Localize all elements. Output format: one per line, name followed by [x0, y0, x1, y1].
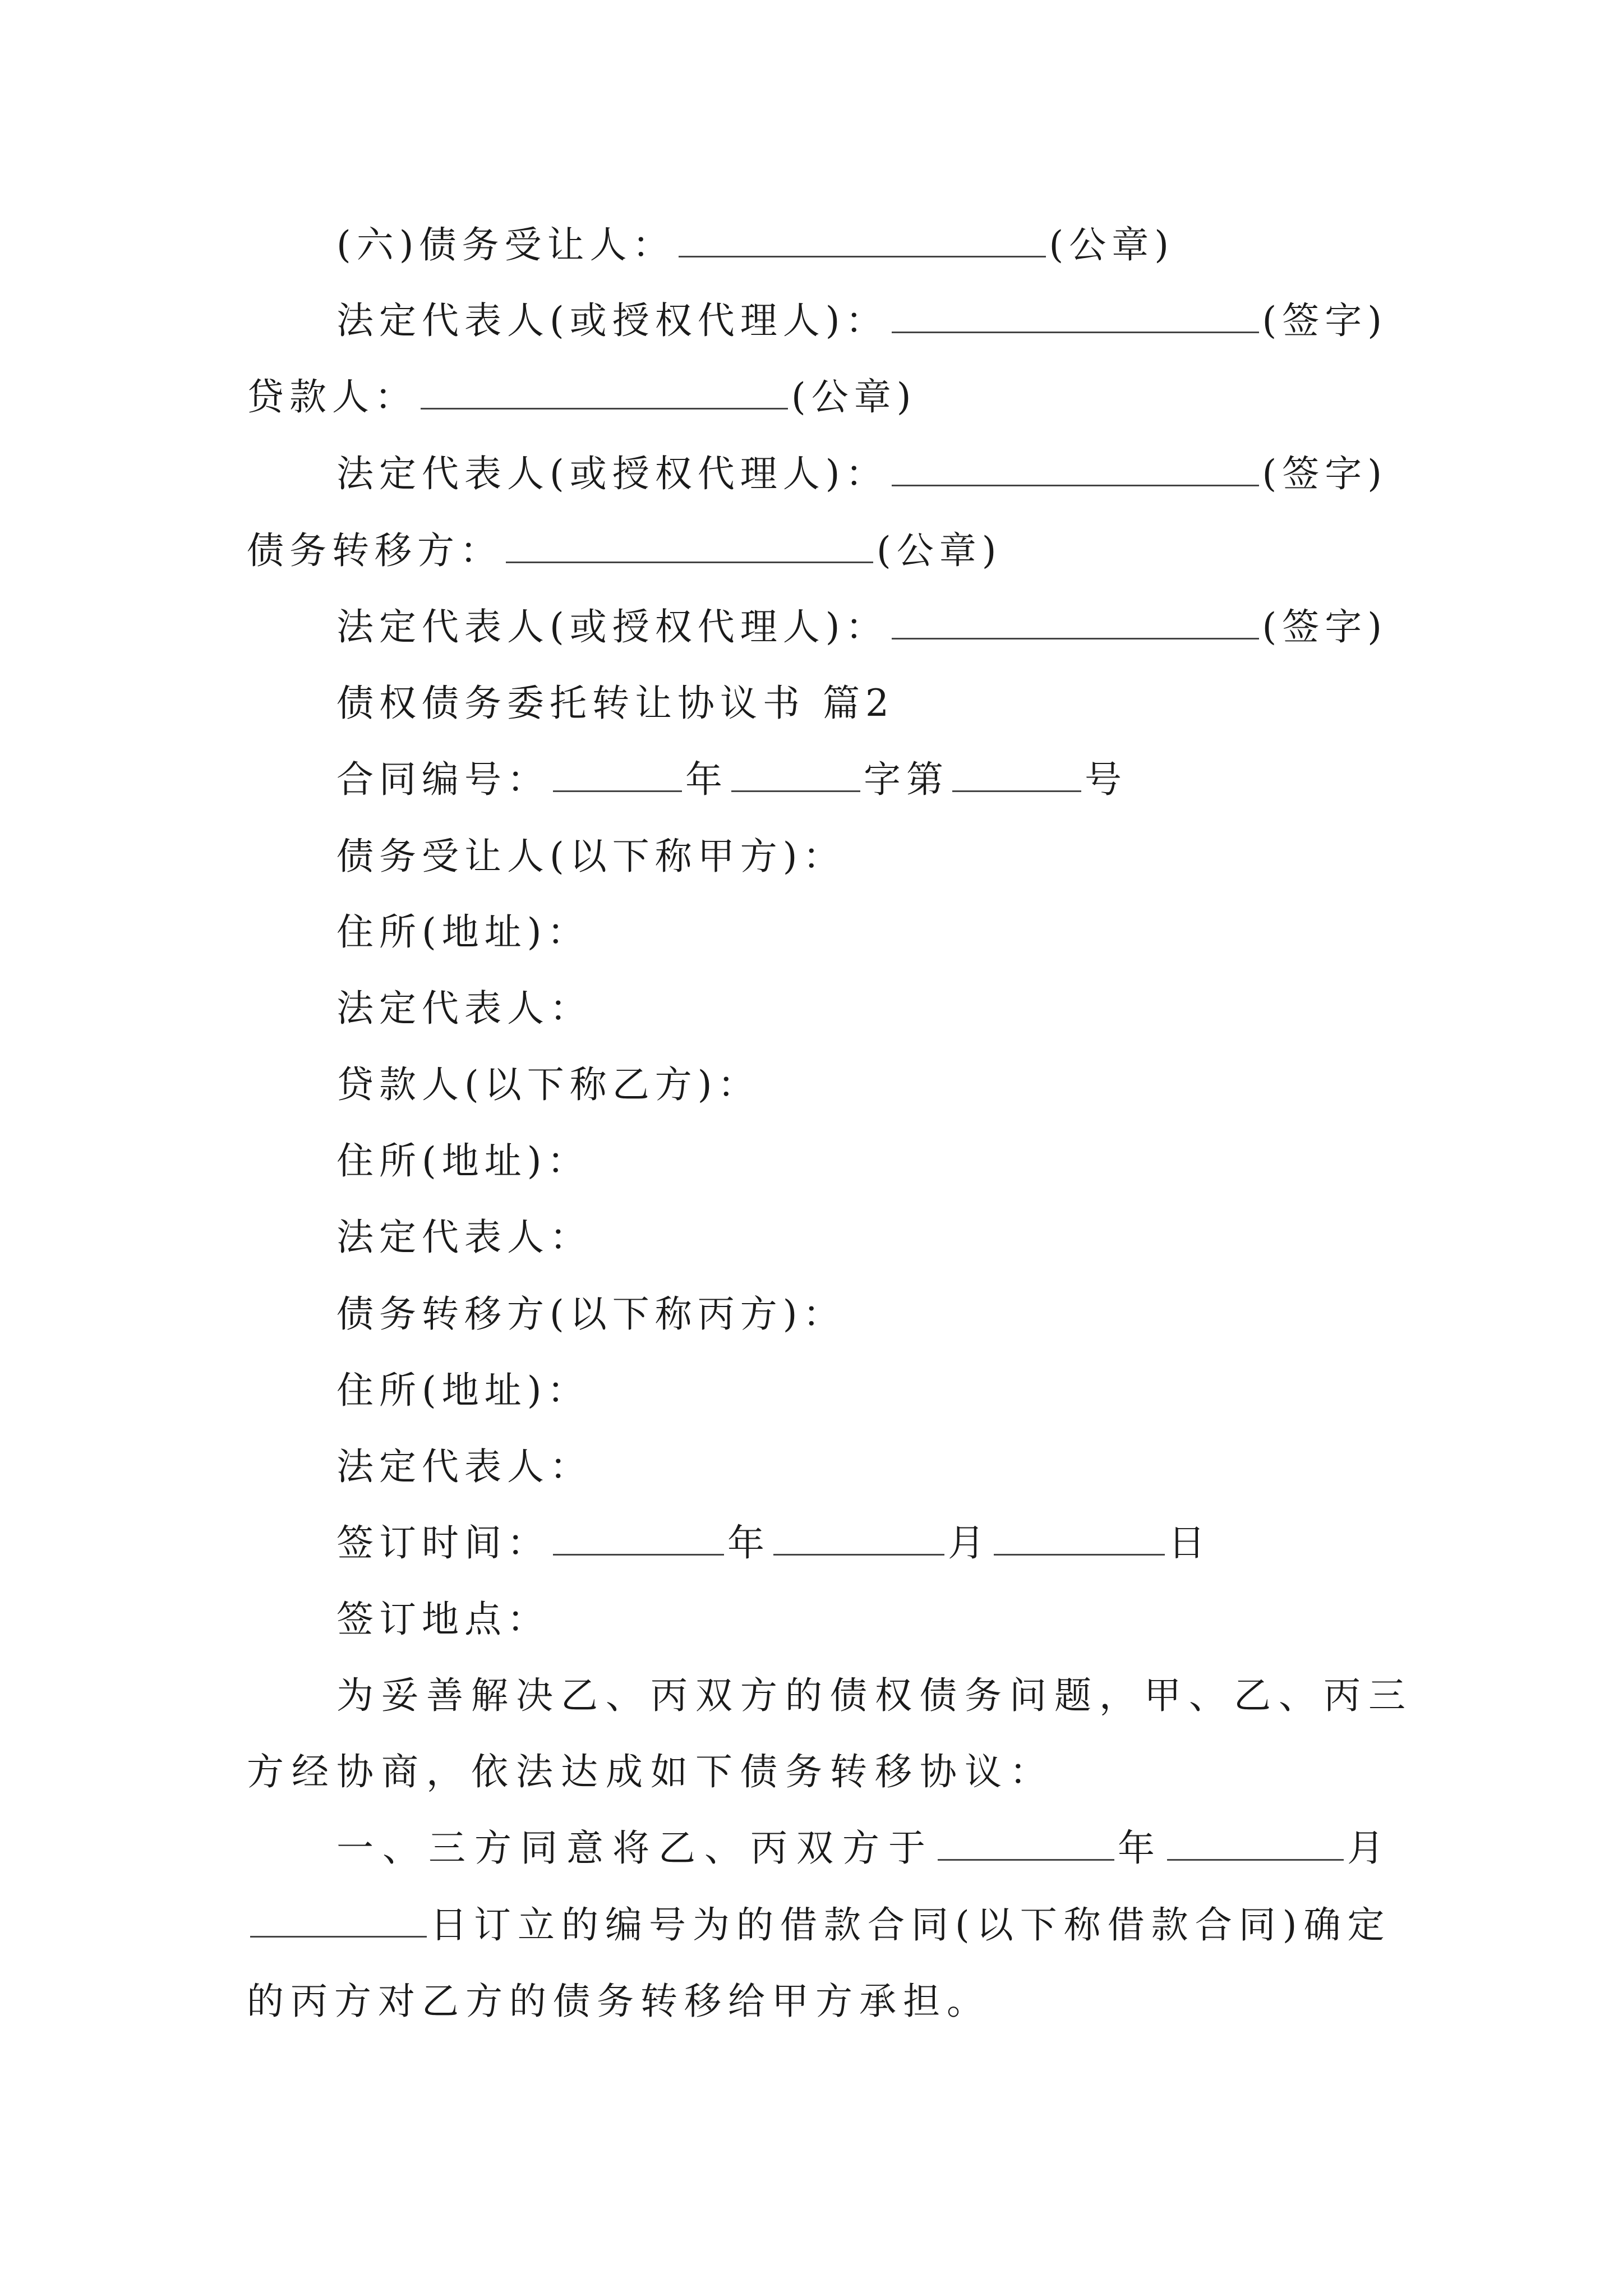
- signing-day-blank: [994, 1521, 1165, 1556]
- day-label: 日: [1168, 1521, 1211, 1565]
- representative-label: 法定代表人(或授权代理人)：: [336, 452, 888, 495]
- paragraph-intro-line-1: 为妥善解决乙、丙双方的债权债务问题，甲、乙、丙三: [336, 1674, 1413, 1717]
- lender-representative-line: [336, 452, 1387, 496]
- clause-year-blank: [938, 1826, 1114, 1861]
- transferor-seal-line: [247, 528, 1002, 573]
- clause-day-blank: [250, 1903, 427, 1938]
- seal-label: (公章): [877, 529, 1002, 572]
- contract-no-blank: [952, 758, 1081, 792]
- lender-label: 贷款人：: [247, 375, 417, 418]
- clause-month-blank: [1167, 1826, 1344, 1861]
- signing-place-line: 签订地点：: [336, 1598, 550, 1641]
- transferor-label: 债务转移方：: [247, 529, 502, 572]
- assignee-blank: [679, 223, 1046, 257]
- representative-blank: [892, 299, 1259, 333]
- transferor-blank: [506, 529, 873, 563]
- year-label: 年: [685, 758, 728, 801]
- seal-label: (公章): [1049, 223, 1174, 266]
- representative-label: 法定代表人(或授权代理人)：: [336, 605, 888, 648]
- word-no-label: 字第: [864, 758, 949, 801]
- signing-date-label: 签订时间：: [336, 1521, 550, 1565]
- lender-seal-line: [247, 375, 917, 420]
- section-heading: 债权债务委托转让协议书 篇2: [336, 682, 895, 725]
- party-c-line: 债务转移方(以下称丙方)：: [336, 1292, 846, 1336]
- signature-label: (签字): [1262, 299, 1387, 342]
- contract-number-line: [336, 757, 1127, 802]
- number-label: 号: [1085, 758, 1127, 801]
- transferor-representative-line: [336, 605, 1387, 650]
- signature-label: (签字): [1262, 452, 1387, 495]
- assignee-label: (六)债务受让人：: [336, 223, 675, 266]
- party-b-line: 贷款人(以下称乙方)：: [336, 1063, 760, 1106]
- representative-blank: [892, 605, 1259, 639]
- signing-month-blank: [773, 1521, 944, 1556]
- party-a-line: 债务受让人(以下称甲方)：: [336, 835, 846, 878]
- lender-blank: [421, 375, 788, 409]
- year-label: 年: [727, 1521, 770, 1565]
- party-a-representative: 法定代表人：: [336, 987, 592, 1030]
- assignee-seal-line: [336, 223, 1174, 268]
- clause-one-line-1: [336, 1826, 1393, 1871]
- representative-label: 法定代表人(或授权代理人)：: [336, 299, 888, 342]
- party-a-address: 住所(地址)：: [336, 910, 590, 954]
- paragraph-intro-line-2: 方经协商，依法达成如下债务转移协议：: [247, 1750, 1054, 1793]
- clause-one-text: 一、三方同意将乙、丙双方于: [336, 1826, 934, 1870]
- representative-blank: [892, 452, 1259, 486]
- signature-label: (签字): [1262, 605, 1387, 648]
- clause-one-line-3: 的丙方对乙方的债务转移给甲方承担。: [247, 1980, 990, 2023]
- signing-year-blank: [553, 1521, 724, 1556]
- clause-one-text-2: 日订立的编号为的借款合同(以下称借款合同)确定: [430, 1903, 1391, 1947]
- party-c-representative: 法定代表人：: [336, 1445, 592, 1488]
- contract-number-label: 合同编号：: [336, 758, 550, 801]
- signing-date-line: [336, 1521, 1211, 1566]
- contract-year-blank: [553, 758, 682, 792]
- clause-one-line-2: [247, 1903, 1391, 1948]
- party-b-representative: 法定代表人：: [336, 1216, 592, 1259]
- month-label: 月: [948, 1521, 990, 1565]
- seal-label: (公章): [791, 375, 917, 418]
- assignee-representative-line: [336, 298, 1387, 343]
- contract-word-blank: [731, 758, 860, 792]
- year-label: 年: [1118, 1826, 1164, 1870]
- party-c-address: 住所(地址)：: [336, 1369, 590, 1412]
- month-label: 月: [1347, 1826, 1393, 1870]
- party-b-address: 住所(地址)：: [336, 1139, 590, 1182]
